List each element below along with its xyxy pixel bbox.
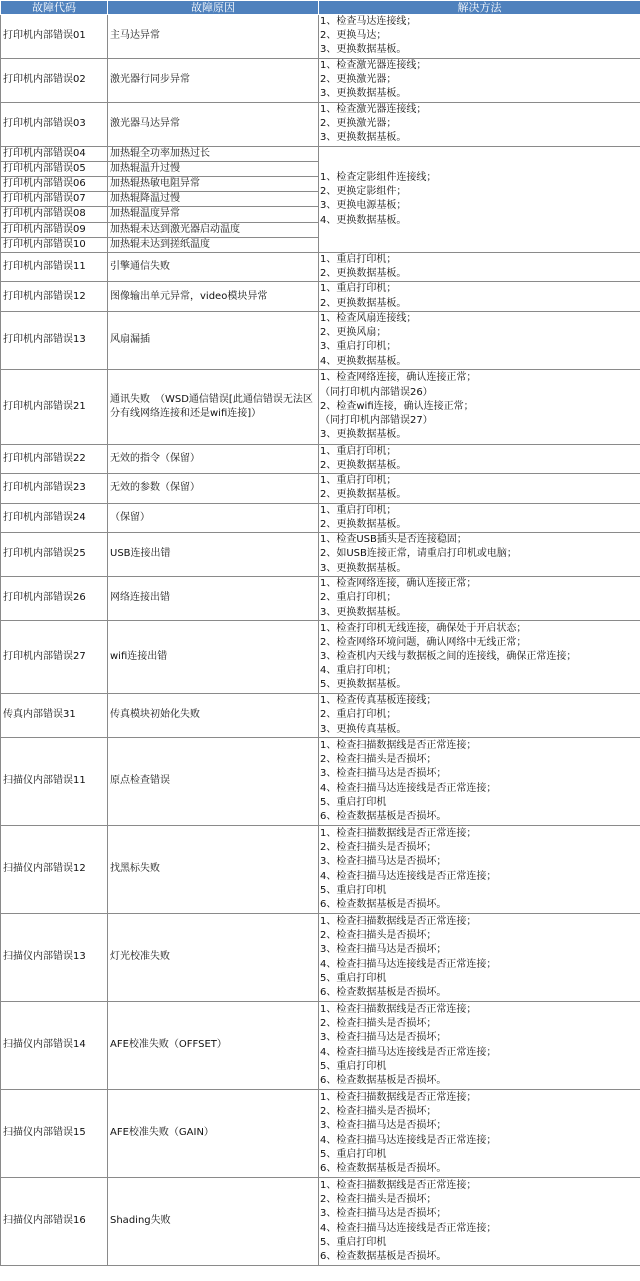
solution-step: 3、检查扫描马达是否损坏；: [320, 768, 447, 780]
solution-step: 5、重启打印机: [320, 884, 387, 896]
error-code-cell: 打印机内部错误09: [1, 222, 108, 237]
solution-step: 2、更换定影组件；: [320, 186, 407, 198]
error-cause-cell: 加热辊未达到激光器启动温度: [108, 222, 319, 237]
solution-step: （同打印机内部错误26）: [320, 386, 433, 398]
solution-step: 2、检查扫描头是否损坏；: [320, 930, 437, 942]
solution-step: 4、检查扫描马达连接线是否正常连接；: [320, 1222, 497, 1234]
solution-step: 1、检查马达连接线；: [320, 16, 417, 27]
error-code-cell: 打印机内部错误10: [1, 237, 108, 252]
error-code-cell: 打印机内部错误02: [1, 58, 108, 102]
solution-step: 2、检查扫描头是否损坏；: [320, 1018, 437, 1030]
table-row: [1, 58, 640, 102]
solution-step: 2、检查扫描头是否损坏；: [320, 1194, 437, 1206]
error-code-cell: 打印机内部错误08: [1, 207, 108, 222]
error-cause-cell: 找黑标失败: [108, 826, 319, 914]
solution-step: 2、检查扫描头是否损坏；: [320, 1106, 437, 1118]
solution-step: 3、更换数据基板。: [320, 429, 407, 441]
error-cause-cell: AFE校准失败（OFFSET）: [108, 1002, 319, 1090]
table-row: [1, 369, 640, 444]
table-row: [1, 311, 640, 369]
error-cause-cell: （保留）: [108, 503, 319, 532]
solution-cell: [319, 102, 640, 146]
solution-step: 4、检查扫描马达连接线是否正常连接；: [320, 1134, 497, 1146]
solution-step: 5、重启打印机: [320, 1060, 387, 1072]
solution-step: 2、如USB连接正常，请重启打印机或电脑；: [320, 548, 517, 560]
error-code-cell: 打印机内部错误24: [1, 503, 108, 532]
error-cause-cell: 主马达异常: [108, 15, 319, 59]
error-code-cell: 打印机内部错误04: [1, 146, 108, 161]
solution-cell: [319, 577, 640, 621]
solution-step: 2、更换马达；: [320, 30, 387, 42]
solution-step: 3、检查机内天线与数据板之间的连接线，确保正常连接；: [320, 650, 577, 662]
error-cause-cell: 加热辊热敏电阻异常: [108, 177, 319, 192]
solution-step: 2、更换激光器；: [320, 118, 397, 129]
solution-step: 2、更换数据基板。: [320, 297, 407, 309]
solution-step: 2、检查扫描头是否损坏；: [320, 842, 437, 854]
solution-cell: [319, 474, 640, 503]
solution-step: 1、检查USB插头是否连接稳固；: [320, 534, 467, 546]
solution-step: 3、重启打印机；: [320, 341, 397, 353]
solution-step: 3、更换数据基板。: [320, 562, 407, 574]
error-cause-cell: 加热辊未达到搓纸温度: [108, 237, 319, 252]
solution-step: （同打印机内部错误27）: [320, 414, 433, 426]
solution-cell: [319, 738, 640, 826]
error-code-cell: 打印机内部错误03: [1, 102, 108, 146]
error-code-cell: 打印机内部错误22: [1, 444, 108, 473]
solution-step: 5、重启打印机: [320, 796, 387, 808]
solution-step: 2、更换数据基板。: [320, 518, 407, 530]
solution-step: 3、检查扫描马达是否损坏；: [320, 856, 447, 868]
solution-step: 4、检查扫描马达连接线是否正常连接；: [320, 958, 497, 970]
solution-step: 1、检查扫描数据线是否正常连接；: [320, 1003, 477, 1015]
solution-cell: [319, 444, 640, 473]
solution-step: 1、检查风扇连接线；: [320, 312, 417, 324]
solution-cell: [319, 58, 640, 102]
table-header: [1, 1, 640, 15]
solution-step: 1、重启打印机；: [320, 475, 397, 487]
solution-step: 3、更换数据基板。: [320, 132, 407, 144]
error-cause-cell: 加热辊温升过慢: [108, 161, 319, 176]
solution-step: 4、检查扫描马达连接线是否正常连接；: [320, 1046, 497, 1058]
solution-step: 6、检查数据基板是否损坏。: [320, 1074, 447, 1086]
solution-cell: [319, 1090, 640, 1178]
error-code-cell: 打印机内部错误13: [1, 311, 108, 369]
error-code-cell: 扫描仪内部错误13: [1, 914, 108, 1002]
solution-step: 6、检查数据基板是否损坏。: [320, 1250, 447, 1262]
solution-step: 1、检查扫描数据线是否正常连接；: [320, 739, 477, 751]
table-row: [1, 533, 640, 577]
error-cause-cell: Shading失败: [108, 1178, 319, 1266]
table-row: [1, 738, 640, 826]
table-row: [1, 1090, 640, 1178]
solution-step: 4、更换数据基板。: [320, 355, 407, 367]
error-cause-cell: 加热辊全功率加热过长: [108, 146, 319, 161]
table-row: [1, 1002, 640, 1090]
solution-cell: [319, 369, 640, 444]
solution-step: 1、检查网络连接，确认连接正常；: [320, 578, 477, 590]
table-row: [1, 503, 640, 532]
error-cause-cell: 网络连接出错: [108, 577, 319, 621]
solution-step: 5、重启打印机: [320, 1236, 387, 1248]
table-row: [1, 474, 640, 503]
solution-cell: [319, 503, 640, 532]
error-cause-cell: 风扇漏插: [108, 311, 319, 369]
error-code-cell: 打印机内部错误26: [1, 577, 108, 621]
error-code-cell: 扫描仪内部错误12: [1, 826, 108, 914]
error-code-cell: 扫描仪内部错误15: [1, 1090, 108, 1178]
error-code-cell: 打印机内部错误05: [1, 161, 108, 176]
solution-step: 1、检查扫描数据线是否正常连接；: [320, 827, 477, 839]
error-cause-cell: 无效的指令（保留）: [108, 444, 319, 473]
solution-cell: [319, 282, 640, 311]
error-code-cell: 打印机内部错误07: [1, 192, 108, 207]
table-row: [1, 577, 640, 621]
solution-cell: [319, 621, 640, 694]
error-code-cell: 打印机内部错误11: [1, 253, 108, 282]
table-row: [1, 444, 640, 473]
solution-step: 1、检查激光器连接线；: [320, 59, 427, 71]
solution-step: 3、更换数据基板。: [320, 44, 407, 56]
solution-step: 3、更换数据基板。: [320, 606, 407, 618]
table-row: [1, 146, 640, 161]
solution-step: 3、更换电源基板；: [320, 200, 407, 212]
table-body: [1, 15, 640, 1266]
solution-step: 3、检查扫描马达是否损坏；: [320, 1032, 447, 1044]
table-row: [1, 694, 640, 738]
solution-step: 4、重启打印机；: [320, 665, 397, 677]
solution-cell: [319, 311, 640, 369]
header-error-cause: 故障原因: [108, 1, 319, 15]
solution-cell: [319, 146, 640, 252]
solution-step: 3、检查扫描马达是否损坏；: [320, 1120, 447, 1132]
table-row: [1, 253, 640, 282]
error-cause-cell: 传真模块初始化失败: [108, 694, 319, 738]
solution-step: 2、更换数据基板。: [320, 460, 407, 472]
solution-cell: [319, 1002, 640, 1090]
solution-step: 5、重启打印机: [320, 972, 387, 984]
table-row: [1, 102, 640, 146]
table-row: [1, 914, 640, 1002]
error-cause-cell: AFE校准失败（GAIN）: [108, 1090, 319, 1178]
error-code-cell: 扫描仪内部错误16: [1, 1178, 108, 1266]
solution-cell: [319, 914, 640, 1002]
table-row: [1, 1178, 640, 1266]
error-cause-cell: USB连接出错: [108, 533, 319, 577]
solution-step: 2、重启打印机；: [320, 709, 397, 721]
solution-step: 4、检查扫描马达连接线是否正常连接；: [320, 870, 497, 882]
solution-step: 1、检查打印机无线连接，确保处于开启状态；: [320, 622, 527, 634]
error-code-cell: 传真内部错误31: [1, 694, 108, 738]
error-code-cell: 打印机内部错误23: [1, 474, 108, 503]
header-solution: 解决方法: [319, 1, 640, 15]
solution-step: 6、检查数据基板是否损坏。: [320, 1162, 447, 1174]
solution-step: 1、检查激光器连接线；: [320, 103, 427, 115]
solution-step: 4、检查扫描马达连接线是否正常连接；: [320, 782, 497, 794]
solution-step: 2、检查wifi连接，确认连接正常；: [320, 400, 474, 412]
solution-step: 2、更换数据基板。: [320, 268, 407, 280]
solution-cell: [319, 1178, 640, 1266]
solution-step: 2、重启打印机；: [320, 592, 397, 604]
solution-step: 1、重启打印机；: [320, 504, 397, 516]
header-row: [1, 1, 640, 15]
table-row: [1, 15, 640, 59]
solution-step: 2、更换风扇；: [320, 327, 387, 339]
error-code-cell: 打印机内部错误27: [1, 621, 108, 694]
error-cause-cell: 无效的参数（保留）: [108, 474, 319, 503]
error-code-cell: 扫描仪内部错误14: [1, 1002, 108, 1090]
table-row: [1, 282, 640, 311]
table-row: [1, 621, 640, 694]
solution-step: 5、更换数据基板。: [320, 679, 407, 691]
solution-step: 3、检查扫描马达是否损坏；: [320, 1208, 447, 1220]
error-cause-cell: 原点检查错误: [108, 738, 319, 826]
solution-step: 3、检查扫描马达是否损坏；: [320, 944, 447, 956]
solution-step: 6、检查数据基板是否损坏。: [320, 986, 447, 998]
solution-step: 1、检查传真基板连接线；: [320, 695, 437, 707]
solution-step: 6、检查数据基板是否损坏。: [320, 810, 447, 822]
error-cause-cell: 加热辊温度异常: [108, 207, 319, 222]
solution-step: 1、重启打印机；: [320, 254, 397, 266]
solution-step: 1、检查定影组件连接线；: [320, 171, 437, 183]
solution-cell: [319, 694, 640, 738]
error-cause-cell: 加热辊降温过慢: [108, 192, 319, 207]
error-code-cell: 扫描仪内部错误11: [1, 738, 108, 826]
error-cause-cell: 图像输出单元异常，video模块异常: [108, 282, 319, 311]
error-code-cell: 打印机内部错误01: [1, 15, 108, 59]
error-code-cell: 打印机内部错误25: [1, 533, 108, 577]
solution-cell: [319, 533, 640, 577]
solution-step: 1、重启打印机；: [320, 283, 397, 295]
solution-step: 1、检查扫描数据线是否正常连接；: [320, 1091, 477, 1103]
error-cause-cell: 激光器马达异常: [108, 102, 319, 146]
error-cause-cell: 通讯失败 （WSD通信错误[此通信错误无法区分有线网络连接和还是wifi连接]）: [108, 369, 319, 444]
solution-step: 2、更换数据基板。: [320, 489, 407, 501]
header-error-code: 故障代码: [1, 1, 108, 15]
solution-step: 1、检查扫描数据线是否正常连接；: [320, 915, 477, 927]
solution-step: 2、检查网络环境问题，确认网络中无线正常；: [320, 636, 527, 648]
solution-cell: [319, 826, 640, 914]
table-row: [1, 826, 640, 914]
error-cause-cell: wifi连接出错: [108, 621, 319, 694]
solution-step: 2、更换激光器；: [320, 74, 397, 85]
error-cause-cell: 激光器行同步异常: [108, 58, 319, 102]
error-cause-cell: 引擎通信失败: [108, 253, 319, 282]
solution-step: 3、更换数据基板。: [320, 88, 407, 100]
solution-step: 6、检查数据基板是否损坏。: [320, 898, 447, 910]
solution-step: 3、更换传真基板。: [320, 723, 407, 735]
solution-step: 1、检查扫描数据线是否正常连接；: [320, 1179, 477, 1191]
solution-step: 4、更换数据基板。: [320, 214, 407, 226]
solution-step: 1、检查网络连接，确认连接正常；: [320, 372, 477, 384]
solution-step: 5、重启打印机: [320, 1148, 387, 1160]
solution-cell: [319, 15, 640, 59]
error-cause-cell: 灯光校准失败: [108, 914, 319, 1002]
error-code-cell: 打印机内部错误21: [1, 369, 108, 444]
solution-cell: [319, 253, 640, 282]
solution-step: 2、检查扫描头是否损坏；: [320, 754, 437, 766]
error-code-cell: 打印机内部错误06: [1, 177, 108, 192]
error-code-cell: 打印机内部错误12: [1, 282, 108, 311]
solution-step: 1、重启打印机；: [320, 445, 397, 457]
